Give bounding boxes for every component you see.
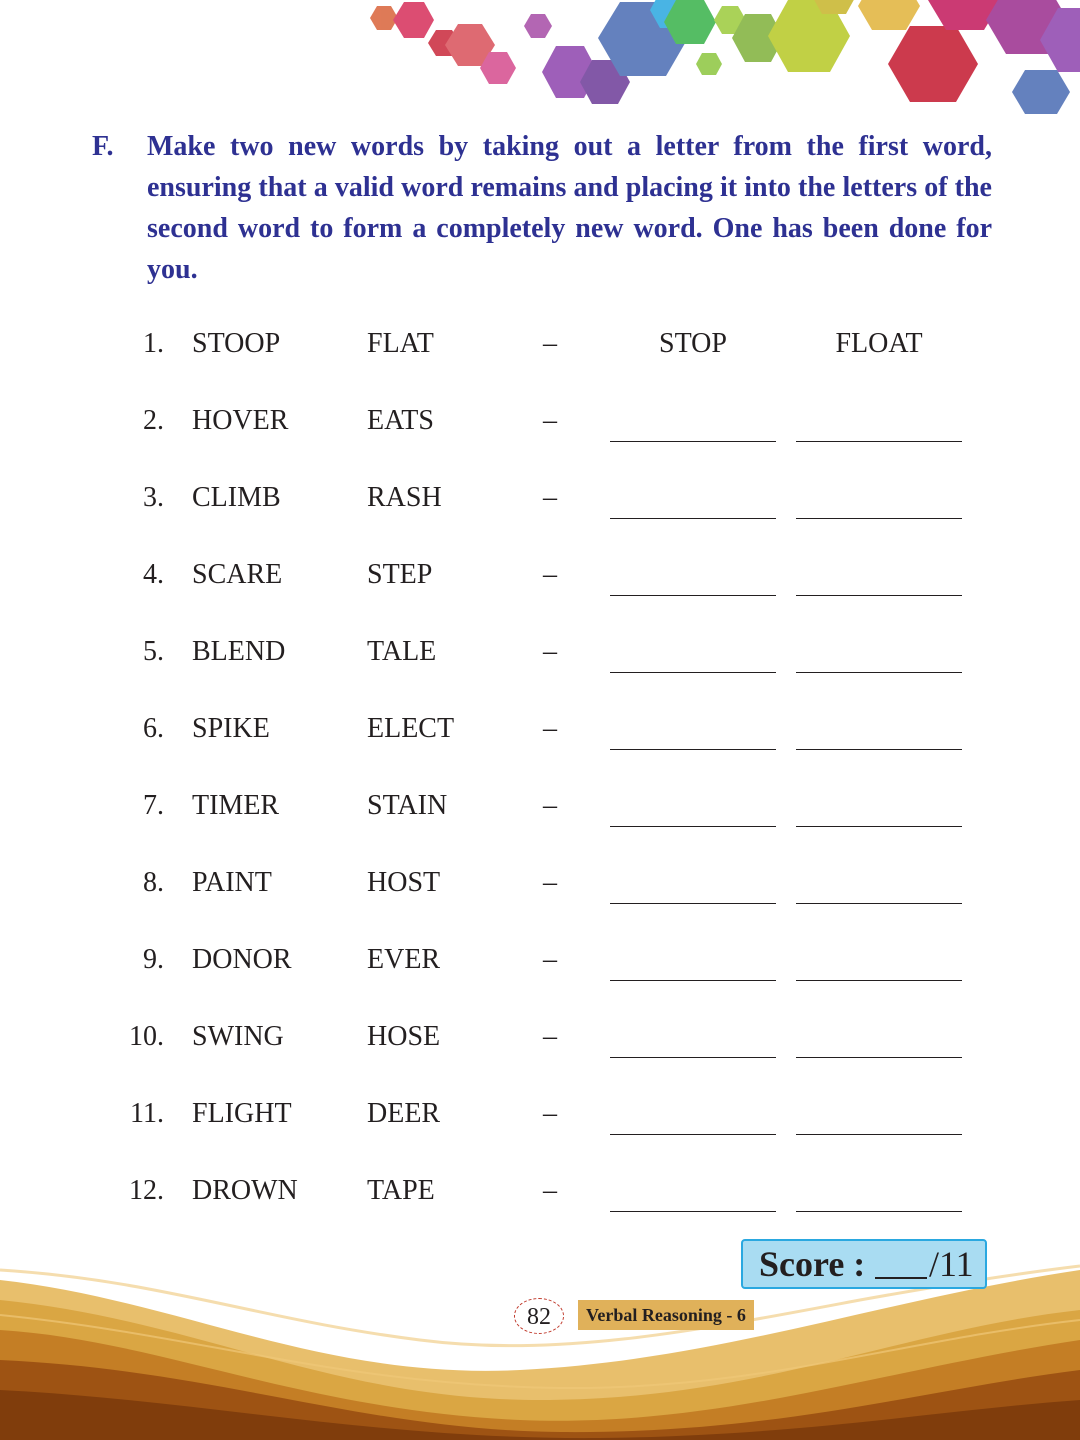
instruction-block	[92, 126, 992, 290]
answer-blank-one[interactable]	[610, 672, 776, 673]
second-word: TAPE	[367, 1175, 435, 1206]
answer-blank-two[interactable]	[796, 826, 962, 827]
exercise-row	[0, 861, 1080, 911]
exercise-row	[0, 1169, 1080, 1219]
answer-blank-one[interactable]	[610, 1134, 776, 1135]
answer-one: STOP	[659, 328, 727, 359]
answer-blank-one[interactable]	[610, 518, 776, 519]
first-word: PAINT	[192, 867, 272, 898]
row-number: 12.	[129, 1175, 164, 1206]
dash-separator: –	[543, 944, 557, 975]
row-number: 6.	[143, 713, 164, 744]
first-word: SPIKE	[192, 713, 270, 744]
dash-separator: –	[543, 559, 557, 590]
exercise-row	[0, 476, 1080, 526]
second-word: RASH	[367, 482, 442, 513]
exercise-row	[0, 1015, 1080, 1065]
dash-separator: –	[543, 1098, 557, 1129]
exercise-row	[0, 322, 1080, 372]
second-word: DEER	[367, 1098, 441, 1129]
row-number: 7.	[143, 790, 164, 821]
row-number: 9.	[143, 944, 164, 975]
answer-blank-two[interactable]	[796, 441, 962, 442]
dash-separator: –	[543, 636, 557, 667]
first-word: HOVER	[192, 405, 289, 436]
score-box	[741, 1239, 987, 1289]
row-number: 3.	[143, 482, 164, 513]
answer-blank-two[interactable]	[796, 1057, 962, 1058]
hexagon-decoration	[0, 0, 1080, 130]
answer-blank-two[interactable]	[796, 518, 962, 519]
row-number: 2.	[143, 405, 164, 436]
exercise-row	[0, 1092, 1080, 1142]
second-word: TALE	[367, 636, 437, 667]
exercise-row	[0, 630, 1080, 680]
first-word: BLEND	[192, 636, 286, 667]
dash-separator: –	[543, 1175, 557, 1206]
answer-blank-one[interactable]	[610, 749, 776, 750]
page-number: 82	[514, 1298, 564, 1334]
second-word: STEP	[367, 559, 433, 590]
instruction-text: Make two new words by taking out a letter from the first word, ensuring that a valid word remains and placing it into the letters of the second word to form a completely new word. One has been done for you.	[147, 131, 992, 285]
second-word: EATS	[367, 405, 434, 436]
first-word: SCARE	[192, 559, 283, 590]
first-word: STOOP	[192, 328, 281, 359]
second-word: HOST	[367, 867, 441, 898]
row-number: 10.	[129, 1021, 164, 1052]
first-word: FLIGHT	[192, 1098, 292, 1129]
answer-blank-one[interactable]	[610, 595, 776, 596]
dash-separator: –	[543, 328, 557, 359]
exercise-row	[0, 784, 1080, 834]
score-total: /11	[929, 1244, 974, 1284]
exercise-letter: F.	[92, 131, 114, 162]
answer-blank-two[interactable]	[796, 1134, 962, 1135]
first-word: CLIMB	[192, 482, 281, 513]
row-number: 11.	[130, 1098, 164, 1129]
second-word: ELECT	[367, 713, 455, 744]
answer-blank-two[interactable]	[796, 595, 962, 596]
first-word: TIMER	[192, 790, 280, 821]
answer-two: FLOAT	[835, 328, 923, 359]
dash-separator: –	[543, 867, 557, 898]
dash-separator: –	[543, 405, 557, 436]
first-word: DROWN	[192, 1175, 298, 1206]
answer-blank-one[interactable]	[610, 903, 776, 904]
row-number: 5.	[143, 636, 164, 667]
answer-blank-one[interactable]	[610, 980, 776, 981]
dash-separator: –	[543, 482, 557, 513]
exercise-row	[0, 707, 1080, 757]
exercise-row	[0, 553, 1080, 603]
answer-blank-two[interactable]	[796, 672, 962, 673]
second-word: HOSE	[367, 1021, 441, 1052]
second-word: EVER	[367, 944, 441, 975]
answer-blank-two[interactable]	[796, 1211, 962, 1212]
answer-blank-one[interactable]	[610, 826, 776, 827]
answer-blank-two[interactable]	[796, 749, 962, 750]
answer-blank-one[interactable]	[610, 1211, 776, 1212]
dash-separator: –	[543, 790, 557, 821]
first-word: DONOR	[192, 944, 292, 975]
first-word: SWING	[192, 1021, 284, 1052]
row-number: 8.	[143, 867, 164, 898]
score-label: Score :	[759, 1244, 866, 1284]
row-number: 1.	[143, 328, 164, 359]
dash-separator: –	[543, 713, 557, 744]
book-title-tag: Verbal Reasoning - 6	[578, 1300, 754, 1330]
exercise-row	[0, 399, 1080, 449]
answer-blank-two[interactable]	[796, 903, 962, 904]
second-word: FLAT	[367, 328, 434, 359]
second-word: STAIN	[367, 790, 448, 821]
row-number: 4.	[143, 559, 164, 590]
dash-separator: –	[543, 1021, 557, 1052]
score-blank[interactable]	[875, 1277, 927, 1279]
answer-blank-one[interactable]	[610, 1057, 776, 1058]
answer-blank-one[interactable]	[610, 441, 776, 442]
answer-blank-two[interactable]	[796, 980, 962, 981]
exercise-row	[0, 938, 1080, 988]
